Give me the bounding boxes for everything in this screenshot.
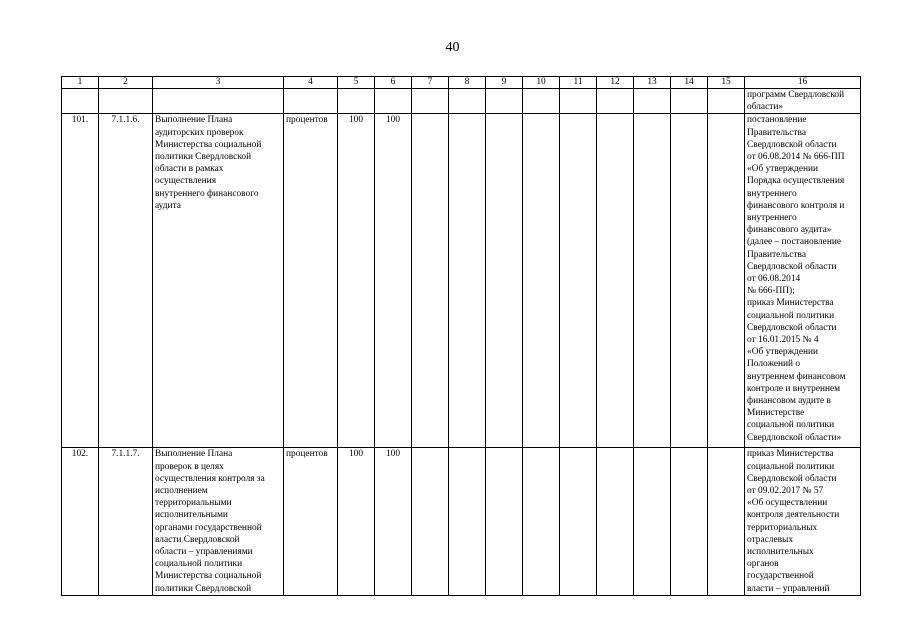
- cell-text-line: социальной политики: [747, 310, 835, 321]
- cell-text-line: приказ Министерства: [747, 449, 834, 460]
- empty-cell: [597, 448, 634, 595]
- column-header: 7: [412, 77, 449, 89]
- cell-text-line: (далее – постановление: [747, 237, 842, 248]
- cell-text-line: области – управлениями: [155, 547, 253, 558]
- cell-text-line: Свердловской области»: [747, 432, 842, 443]
- column-header: 9: [486, 77, 523, 89]
- cell-text-line: власти – управлений: [747, 583, 830, 594]
- cell-text-line: аудита: [155, 200, 181, 211]
- empty-cell: [671, 89, 708, 114]
- empty-cell: [412, 89, 449, 114]
- value-col-5: [338, 89, 375, 114]
- cell-text-line: области в рамках: [155, 164, 224, 175]
- indicator-code: 7.1.1.7.: [99, 448, 153, 595]
- empty-cell: [486, 114, 523, 448]
- legal-basis: [745, 448, 861, 595]
- empty-cell: [708, 114, 745, 448]
- page-number: 40: [445, 40, 460, 55]
- empty-cell: [412, 114, 449, 448]
- cell-text-line: отраслевых: [747, 534, 794, 545]
- cell-text-line: Свердловской области: [747, 139, 837, 150]
- cell-text-line: территориальными: [155, 498, 232, 509]
- value-col-5: 100: [338, 114, 375, 448]
- cell-text-line: Положений о: [747, 359, 801, 370]
- column-header: 10: [523, 77, 560, 89]
- cell-text-line: контроле и внутреннем: [747, 383, 841, 394]
- cell-text-line: финансового аудита»: [747, 225, 832, 236]
- legal-basis: [745, 89, 861, 114]
- empty-cell: [523, 89, 560, 114]
- empty-cell: [560, 448, 597, 595]
- column-header: 5: [338, 77, 375, 89]
- column-number-row: [62, 77, 861, 89]
- indicator-name: [153, 114, 284, 448]
- cell-text-line: программ Свердловской: [747, 90, 845, 100]
- cell-text-line: Выполнение Плана: [155, 115, 233, 126]
- cell-text-line: социальной политики: [747, 461, 835, 472]
- empty-cell: [560, 114, 597, 448]
- cell-text-line: органов: [747, 559, 779, 570]
- cell-text-line: территориальных: [747, 522, 818, 533]
- legal-basis: [745, 114, 861, 448]
- column-header: 16: [745, 77, 861, 89]
- cell-text-line: контроля деятельности: [747, 510, 840, 521]
- empty-cell: [708, 448, 745, 595]
- cell-text-line: от 06.08.2014: [747, 274, 801, 285]
- empty-cell: [634, 89, 671, 114]
- cell-text-line: № 666-ПП);: [747, 286, 795, 297]
- cell-text-line: «Об утверждении: [747, 347, 819, 358]
- empty-cell: [708, 89, 745, 114]
- empty-cell: [560, 89, 597, 114]
- empty-cell: [449, 89, 486, 114]
- cell-text-line: социальной политики: [155, 559, 243, 570]
- cell-text-line: аудиторских проверок: [155, 127, 244, 138]
- cell-text-line: финансовом аудите в: [747, 396, 831, 407]
- table-row: [62, 114, 861, 448]
- cell-text-line: социальной политики: [747, 420, 835, 431]
- cell-text-line: исполнительных: [747, 547, 814, 558]
- empty-cell: [449, 114, 486, 448]
- column-header: 6: [375, 77, 412, 89]
- cell-text-line: «Об осуществлении: [747, 498, 828, 509]
- empty-cell: [486, 89, 523, 114]
- cell-text-line: Министерства социальной: [155, 571, 262, 582]
- column-header: 1: [62, 77, 99, 89]
- cell-text-line: осуществления контроля за: [155, 473, 265, 484]
- empty-cell: [523, 448, 560, 595]
- cell-text-line: внутреннего финансового: [155, 188, 259, 199]
- column-header: 11: [560, 77, 597, 89]
- empty-cell: [449, 448, 486, 595]
- empty-cell: [412, 448, 449, 595]
- value-col-6: 100: [375, 448, 412, 595]
- table-row: [62, 89, 861, 114]
- cell-text-line: финансового контроля и: [747, 200, 845, 211]
- cell-text-line: области»: [747, 102, 784, 113]
- cell-text-line: Министерстве: [747, 408, 805, 419]
- indicator-name: [153, 89, 284, 114]
- empty-cell: [486, 448, 523, 595]
- cell-text-line: исполнительными: [155, 510, 228, 521]
- cell-text-line: Свердловской области: [747, 322, 837, 333]
- unit-cell: [284, 89, 338, 114]
- unit-cell: процентов: [284, 448, 338, 595]
- indicator-name: [153, 448, 284, 595]
- row-number: 101.: [62, 114, 99, 448]
- column-header: 15: [708, 77, 745, 89]
- cell-text-line: внутреннего: [747, 213, 797, 224]
- cell-text-line: осуществления: [155, 176, 217, 187]
- cell-text-line: органами государственной: [155, 522, 262, 533]
- value-col-6: [375, 89, 412, 114]
- cell-text-line: Выполнение Плана: [155, 449, 233, 460]
- cell-text-line: Правительства: [747, 249, 806, 260]
- cell-text-line: «Об утверждении: [747, 164, 819, 175]
- cell-text-line: политики Свердловской: [155, 152, 252, 163]
- column-header: 13: [634, 77, 671, 89]
- cell-text-line: исполнением: [155, 486, 208, 497]
- empty-cell: [597, 89, 634, 114]
- cell-text-line: проверок в целях: [155, 461, 224, 472]
- empty-cell: [597, 114, 634, 448]
- empty-cell: [671, 448, 708, 595]
- indicator-code: [99, 89, 153, 114]
- cell-text-line: Свердловской области: [747, 261, 837, 272]
- column-header: 2: [99, 77, 153, 89]
- column-header: 14: [671, 77, 708, 89]
- table-row: [62, 448, 861, 595]
- column-header: 8: [449, 77, 486, 89]
- column-header: 4: [284, 77, 338, 89]
- cell-text-line: Правительства: [747, 127, 806, 138]
- cell-text-line: власти Свердловской: [155, 534, 240, 545]
- cell-text-line: постановление: [747, 115, 807, 126]
- cell-text-line: от 09.02.2017 № 57: [747, 486, 824, 497]
- cell-text-line: политики Свердловской: [155, 583, 252, 594]
- indicator-code: 7.1.1.6.: [99, 114, 153, 448]
- column-header: 3: [153, 77, 284, 89]
- cell-text-line: от 06.08.2014 № 666-ПП: [747, 152, 845, 163]
- cell-text-line: Свердловской области: [747, 473, 837, 484]
- value-col-5: 100: [338, 448, 375, 595]
- empty-cell: [523, 114, 560, 448]
- column-header: 12: [597, 77, 634, 89]
- empty-cell: [634, 448, 671, 595]
- cell-text-line: внутреннего: [747, 188, 797, 199]
- cell-text-line: Порядка осуществления: [747, 176, 845, 187]
- indicators-table: [61, 76, 861, 596]
- row-number: 102.: [62, 448, 99, 595]
- row-number: [62, 89, 99, 114]
- unit-cell: процентов: [284, 114, 338, 448]
- value-col-6: 100: [375, 114, 412, 448]
- cell-text-line: внутреннем финансовом: [747, 371, 846, 382]
- empty-cell: [634, 114, 671, 448]
- cell-text-line: приказ Министерства: [747, 298, 834, 309]
- cell-text-line: от 16.01.2015 № 4: [747, 335, 819, 346]
- empty-cell: [671, 114, 708, 448]
- cell-text-line: Министерства социальной: [155, 139, 262, 150]
- cell-text-line: государственной: [747, 571, 814, 582]
